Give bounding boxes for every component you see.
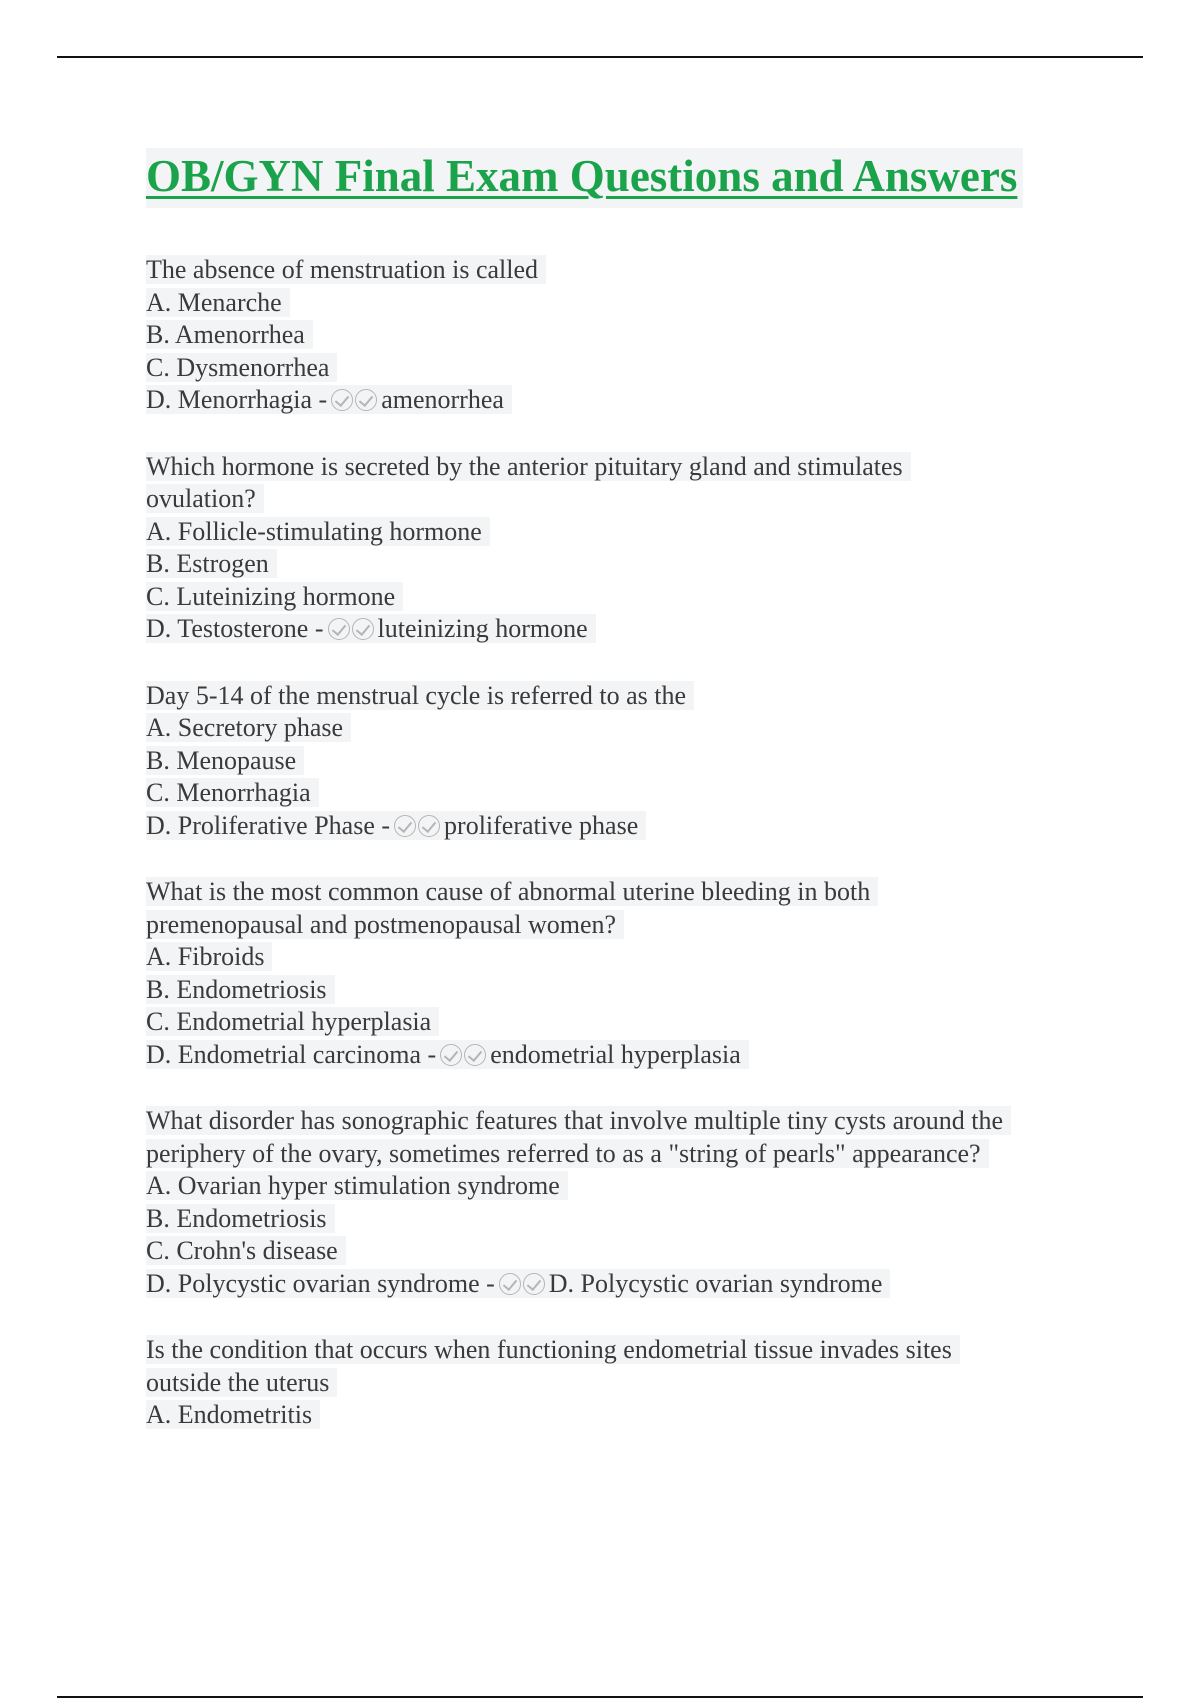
- answer-option-text: B. Estrogen: [146, 549, 269, 578]
- answer-option-row: [146, 778, 319, 807]
- question-block: [146, 1334, 1106, 1432]
- correct-answer-text: proliferative phase: [444, 810, 639, 840]
- question-block: [146, 451, 1106, 646]
- answer-option: [146, 941, 1106, 974]
- answer-option: [146, 1235, 1106, 1268]
- answer-option-row: [146, 549, 277, 578]
- answer-marker: [440, 1044, 486, 1066]
- answer-option: [146, 516, 1106, 549]
- answer-option-text: A. Follicle-stimulating hormone: [146, 516, 482, 546]
- answer-option-row: [146, 320, 313, 349]
- answer-option: [146, 712, 1106, 745]
- answer-option-row: [146, 1171, 568, 1200]
- answer-option-row: [146, 385, 512, 414]
- answer-option-row: [146, 1007, 439, 1036]
- question-list: [146, 254, 1106, 1432]
- check-circle-icon: [331, 389, 353, 411]
- answer-option-row: [146, 942, 272, 971]
- check-circle-icon: [523, 1273, 545, 1295]
- answer-option-text: D. Proliferative Phase -: [146, 810, 391, 840]
- answer-option: [146, 319, 1106, 352]
- answer-option-row: [146, 1040, 749, 1069]
- answer-option: [146, 548, 1106, 581]
- answer-option-text: B. Amenorrhea: [146, 320, 305, 349]
- answer-option-row: [146, 975, 335, 1004]
- answer-option-row: [146, 811, 646, 840]
- correct-answer-text: luteinizing hormone: [377, 614, 588, 643]
- check-circle-icon: [355, 389, 377, 411]
- question-block: [146, 254, 1106, 417]
- correct-answer-text: amenorrhea: [381, 385, 504, 414]
- answer-option: [146, 613, 1106, 646]
- question-stem-text: periphery of the ovary, sometimes referred to as a "string of pearls" appearance?: [146, 1139, 989, 1168]
- header-rule: [57, 56, 1143, 58]
- answer-option-row: [146, 1269, 890, 1298]
- answer-option: [146, 352, 1106, 385]
- answer-option: [146, 1399, 1106, 1432]
- check-circle-icon: [464, 1044, 486, 1066]
- answer-option-row: [146, 582, 403, 611]
- answer-option: [146, 1006, 1106, 1039]
- check-circle-icon: [328, 618, 350, 640]
- check-circle-icon: [394, 815, 416, 837]
- answer-option-text: D. Testosterone -: [146, 614, 324, 643]
- answer-marker: [331, 389, 377, 411]
- answer-option-row: [146, 353, 337, 382]
- answer-option-text: A. Ovarian hyper stimulation syndrome: [146, 1171, 560, 1200]
- answer-option-row: [146, 1400, 320, 1429]
- document-body: [146, 148, 1106, 1466]
- answer-option-row: [146, 517, 490, 546]
- question-stem-line: [146, 909, 1106, 942]
- correct-answer-text: D. Polycystic ovarian syndrome: [548, 1268, 883, 1298]
- answer-option: [146, 1268, 1106, 1301]
- question-stem-line: [146, 1367, 1106, 1400]
- document-title: OB/GYN Final Exam Questions and Answers: [146, 148, 1023, 208]
- answer-option-row: [146, 713, 351, 742]
- answer-option: [146, 777, 1106, 810]
- question-stem-text: premenopausal and postmenopausal women?: [146, 910, 624, 939]
- question-stem-text: Day 5-14 of the menstrual cycle is referred to as the: [146, 681, 694, 710]
- question-stem-line: [146, 451, 1106, 484]
- answer-option-text: D. Menorrhagia -: [146, 385, 328, 414]
- answer-option-text: D. Endometrial carcinoma -: [146, 1039, 437, 1069]
- answer-option-text: B. Endometriosis: [146, 974, 327, 1004]
- question-stem-text: ovulation?: [146, 484, 264, 513]
- answer-option-text: C. Crohn's disease: [146, 1236, 338, 1265]
- answer-option-text: C. Luteinizing hormone: [146, 581, 396, 611]
- question-block: [146, 876, 1106, 1071]
- answer-option-text: C. Endometrial hyperplasia: [146, 1007, 432, 1036]
- answer-option-text: C. Dysmenorrhea: [146, 352, 330, 382]
- answer-option-text: A. Secretory phase: [146, 713, 344, 742]
- question-stem-line: [146, 876, 1106, 909]
- answer-option-row: [146, 288, 290, 317]
- answer-option-text: A. Endometritis: [146, 1400, 313, 1429]
- check-circle-icon: [418, 815, 440, 837]
- answer-option: [146, 581, 1106, 614]
- question-block: [146, 1105, 1106, 1300]
- question-stem-text: outside the uterus: [146, 1368, 337, 1397]
- answer-option-row: [146, 1204, 335, 1233]
- answer-marker: [394, 815, 440, 837]
- answer-option-text: A. Menarche: [146, 287, 282, 317]
- answer-option: [146, 745, 1106, 778]
- answer-option: [146, 384, 1106, 417]
- answer-option-row: [146, 1236, 346, 1265]
- check-circle-icon: [352, 618, 374, 640]
- question-block: [146, 680, 1106, 843]
- answer-option: [146, 974, 1106, 1007]
- question-stem-line: [146, 483, 1106, 516]
- answer-option-row: [146, 614, 596, 643]
- question-stem-line: [146, 680, 1106, 713]
- correct-answer-text: endometrial hyperplasia: [490, 1039, 741, 1069]
- answer-option-text: B. Menopause: [146, 745, 297, 775]
- answer-option-row: [146, 746, 304, 775]
- answer-option: [146, 1039, 1106, 1072]
- check-circle-icon: [440, 1044, 462, 1066]
- answer-option: [146, 810, 1106, 843]
- question-stem-text: Which hormone is secreted by the anterior pituitary gland and stimulates: [146, 452, 911, 481]
- question-stem-text: What is the most common cause of abnormal uterine bleeding in both: [146, 877, 878, 906]
- answer-option-text: C. Menorrhagia: [146, 778, 311, 807]
- question-stem-text: The absence of menstruation is called: [146, 255, 546, 284]
- answer-option: [146, 287, 1106, 320]
- answer-option-text: D. Polycystic ovarian syndrome -: [146, 1268, 495, 1298]
- question-stem-line: [146, 254, 1106, 287]
- question-stem-line: [146, 1138, 1106, 1171]
- answer-marker: [499, 1273, 545, 1295]
- check-circle-icon: [499, 1273, 521, 1295]
- answer-option-text: A. Fibroids: [146, 942, 265, 971]
- question-stem-text: What disorder has sonographic features that involve multiple tiny cysts around the: [146, 1106, 1011, 1135]
- answer-option: [146, 1203, 1106, 1236]
- question-stem-text: Is the condition that occurs when functioning endometrial tissue invades sites: [146, 1335, 960, 1364]
- question-stem-line: [146, 1334, 1106, 1367]
- answer-marker: [328, 618, 374, 640]
- answer-option-text: B. Endometriosis: [146, 1203, 327, 1233]
- answer-option: [146, 1170, 1106, 1203]
- question-stem-line: [146, 1105, 1106, 1138]
- footer-rule: [57, 1696, 1143, 1698]
